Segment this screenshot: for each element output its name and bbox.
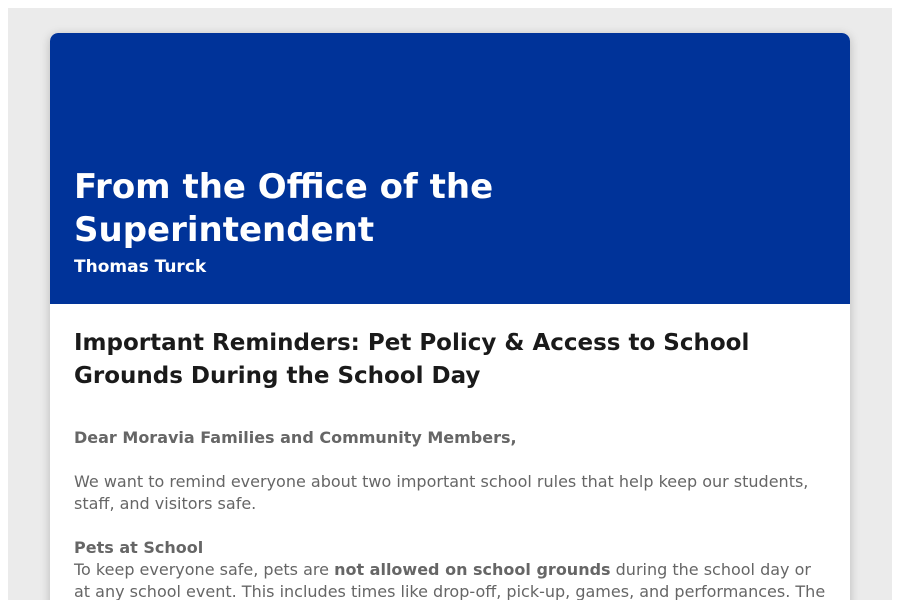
article-body xyxy=(74,327,830,600)
article-title: Important Reminders: Pet Policy & Access to School Grounds During the School Day xyxy=(74,330,750,389)
pets-paragraph xyxy=(74,559,830,600)
section-heading-pets: Pets at School xyxy=(74,538,204,557)
intro-paragraph: We want to remind everyone about two important school rules that help keep our students, staff, and visitors safe. xyxy=(74,472,809,513)
header-banner xyxy=(50,33,850,304)
author-name: Thomas Turck xyxy=(74,257,207,277)
pets-text-end: during the school day or at any school event. This includes times like drop-off, pick-up, games, and performances. The xyxy=(74,560,826,600)
pets-text-emphasis: not allowed on school grounds xyxy=(334,560,611,579)
greeting: Dear Moravia Families and Community Members, xyxy=(74,428,517,447)
page-title: From the Office of the Superintendent xyxy=(74,167,494,250)
pets-text-start: To keep everyone safe, pets are xyxy=(74,560,335,579)
page-background xyxy=(8,8,892,600)
newsletter-card xyxy=(50,33,850,600)
